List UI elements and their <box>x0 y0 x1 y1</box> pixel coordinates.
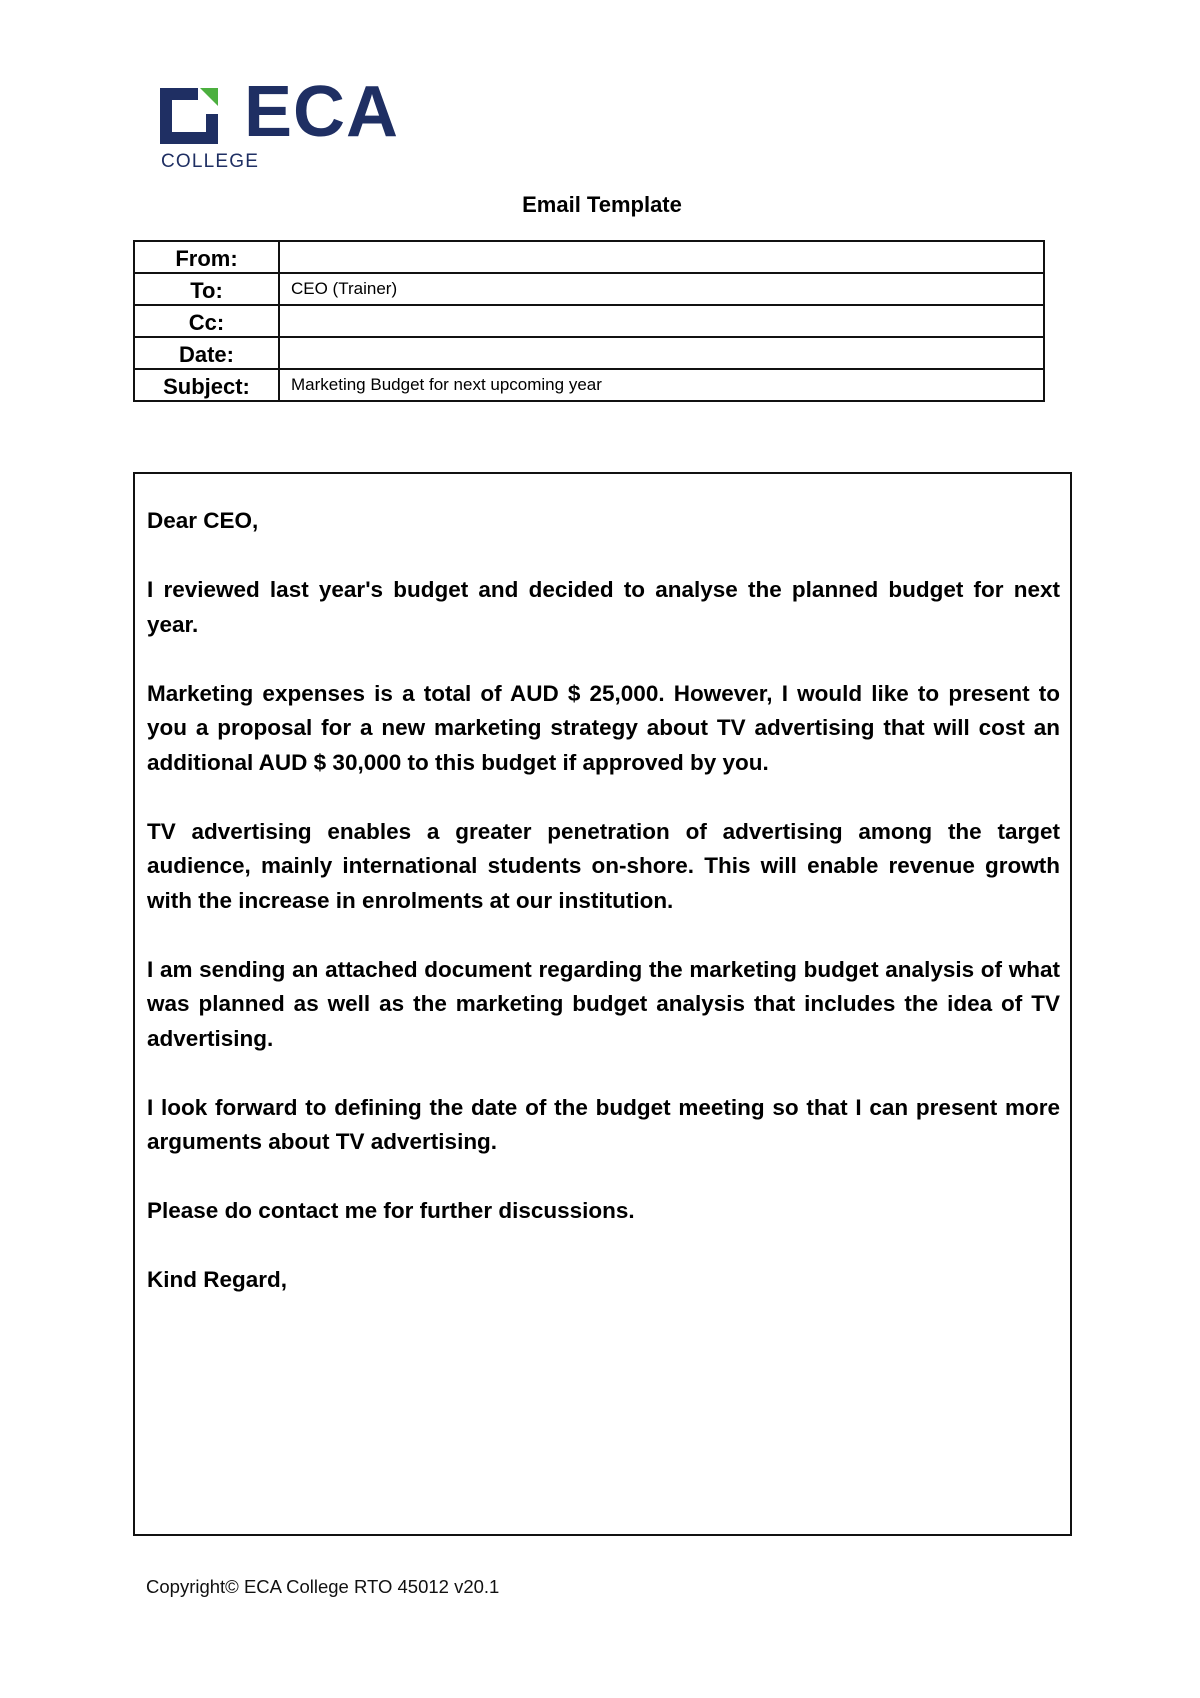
date-row <box>134 337 1044 369</box>
cc-row <box>134 305 1044 337</box>
logo-subtext: COLLEGE <box>161 151 260 172</box>
from-label: From: <box>134 241 279 273</box>
logo-wordmark: ECA <box>244 72 400 152</box>
eca-logo-mark-icon <box>160 88 218 144</box>
subject-field[interactable]: Marketing Budget for next upcoming year <box>279 369 1044 401</box>
cc-label: Cc: <box>134 305 279 337</box>
email-paragraph: Marketing expenses is a total of AUD $ 25,000. However, I would like to present to you a proposal for a new marketing strategy about TV advertising that will cost an additional AUD $ 30,000 to this budget if approved by you. <box>147 680 1060 775</box>
copyright-footer: Copyright© ECA College RTO 45012 v20.1 <box>146 1576 500 1597</box>
date-field[interactable] <box>279 337 1044 369</box>
to-label: To: <box>134 273 279 305</box>
date-label: Date: <box>134 337 279 369</box>
email-paragraph: Please do contact me for further discussions. <box>147 1198 635 1223</box>
page-title: Email Template <box>522 192 682 217</box>
from-field[interactable] <box>279 241 1044 273</box>
email-paragraph: I look forward to defining the date of the budget meeting so that I can present more arguments about TV advertising. <box>147 1094 1060 1154</box>
email-body-box[interactable] <box>133 472 1072 1536</box>
email-paragraph: TV advertising enables a greater penetration of advertising among the target audience, mainly international students on-shore. This will enable revenue growth with the increase in enrolments at our institution. <box>147 818 1060 913</box>
email-paragraph: I am sending an attached document regarding the marketing budget analysis of what was planned as well as the marketing budget analysis that includes the idea of TV advertising. <box>147 956 1060 1051</box>
to-field[interactable]: CEO (Trainer) <box>279 273 1044 305</box>
to-row <box>134 273 1044 305</box>
email-closing: Kind Regard, <box>147 1267 288 1292</box>
from-row <box>134 241 1044 273</box>
subject-row <box>134 369 1044 401</box>
email-header-table <box>133 240 1045 402</box>
eca-college-logo <box>160 72 420 176</box>
cc-field[interactable] <box>279 305 1044 337</box>
email-paragraph: I reviewed last year's budget and decided to analyse the planned budget for next year. <box>147 577 1060 637</box>
email-greeting: Dear CEO, <box>147 508 259 533</box>
email-body-text <box>147 504 1060 1332</box>
subject-label: Subject: <box>134 369 279 401</box>
